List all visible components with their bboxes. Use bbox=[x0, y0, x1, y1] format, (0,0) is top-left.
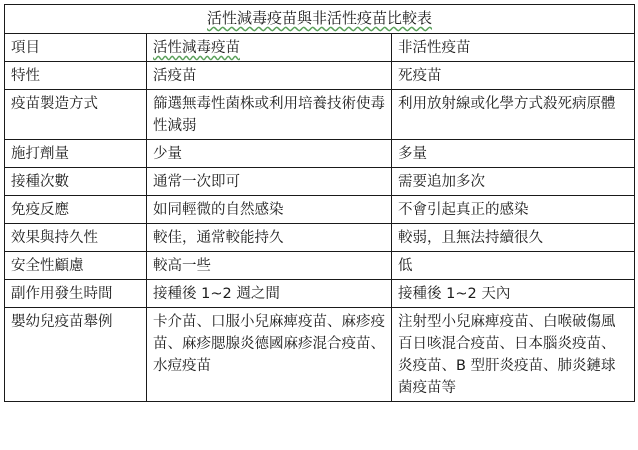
cell-inactivated: 多量 bbox=[392, 140, 635, 168]
table-row bbox=[5, 196, 635, 224]
table-row bbox=[5, 90, 635, 140]
table-header-row bbox=[5, 34, 635, 62]
vaccine-comparison-table bbox=[4, 4, 635, 402]
cell-inactivated: 需要追加多次 bbox=[392, 168, 635, 196]
table-title-text: 活性減毒疫苗與非活性疫苗比較表 bbox=[207, 9, 433, 27]
cell-inactivated: 注射型小兒麻痺疫苗、白喉破傷風百日咳混合疫苗、日本腦炎疫苗、炎疫苗、B 型肝炎疫苗、肺炎鏈球菌疫苗等 bbox=[392, 308, 635, 402]
table-row bbox=[5, 140, 635, 168]
cell-inactivated: 不會引起真正的感染 bbox=[392, 196, 635, 224]
header-live-attenuated-text: 活性減毒疫苗 bbox=[153, 40, 240, 56]
cell-inactivated: 較弱，且無法持續很久 bbox=[392, 224, 635, 252]
header-inactivated: 非活性疫苗 bbox=[392, 34, 635, 62]
cell-live: 篩選無毒性菌株或利用培養技術使毒性減弱 bbox=[147, 90, 392, 140]
cell-live: 活疫苗 bbox=[147, 62, 392, 90]
row-label: 接種次數 bbox=[5, 168, 147, 196]
cell-live: 少量 bbox=[147, 140, 392, 168]
cell-live: 通常一次即可 bbox=[147, 168, 392, 196]
cell-live: 較佳，通常較能持久 bbox=[147, 224, 392, 252]
row-label: 疫苗製造方式 bbox=[5, 90, 147, 140]
table-title bbox=[5, 5, 635, 34]
cell-live: 卡介苗、口服小兒麻痺疫苗、麻疹疫苗、麻疹腮腺炎德國麻疹混合疫苗、水痘疫苗 bbox=[147, 308, 392, 402]
table-row bbox=[5, 308, 635, 402]
cell-inactivated: 死疫苗 bbox=[392, 62, 635, 90]
table-row bbox=[5, 280, 635, 308]
cell-inactivated: 利用放射線或化學方式殺死病原體 bbox=[392, 90, 635, 140]
cell-live: 較高一些 bbox=[147, 252, 392, 280]
header-item: 項目 bbox=[5, 34, 147, 62]
row-label: 效果與持久性 bbox=[5, 224, 147, 252]
cell-live: 接種後 1~2 週之間 bbox=[147, 280, 392, 308]
header-live-attenuated bbox=[147, 34, 392, 62]
cell-live: 如同輕微的自然感染 bbox=[147, 196, 392, 224]
table-row bbox=[5, 252, 635, 280]
row-label: 嬰幼兒疫苗舉例 bbox=[5, 308, 147, 402]
cell-inactivated: 低 bbox=[392, 252, 635, 280]
row-label: 特性 bbox=[5, 62, 147, 90]
table-row bbox=[5, 224, 635, 252]
row-label: 安全性顧慮 bbox=[5, 252, 147, 280]
row-label: 副作用發生時間 bbox=[5, 280, 147, 308]
row-label: 施打劑量 bbox=[5, 140, 147, 168]
cell-inactivated: 接種後 1~2 天內 bbox=[392, 280, 635, 308]
table-row bbox=[5, 62, 635, 90]
table-row bbox=[5, 168, 635, 196]
row-label: 免疫反應 bbox=[5, 196, 147, 224]
